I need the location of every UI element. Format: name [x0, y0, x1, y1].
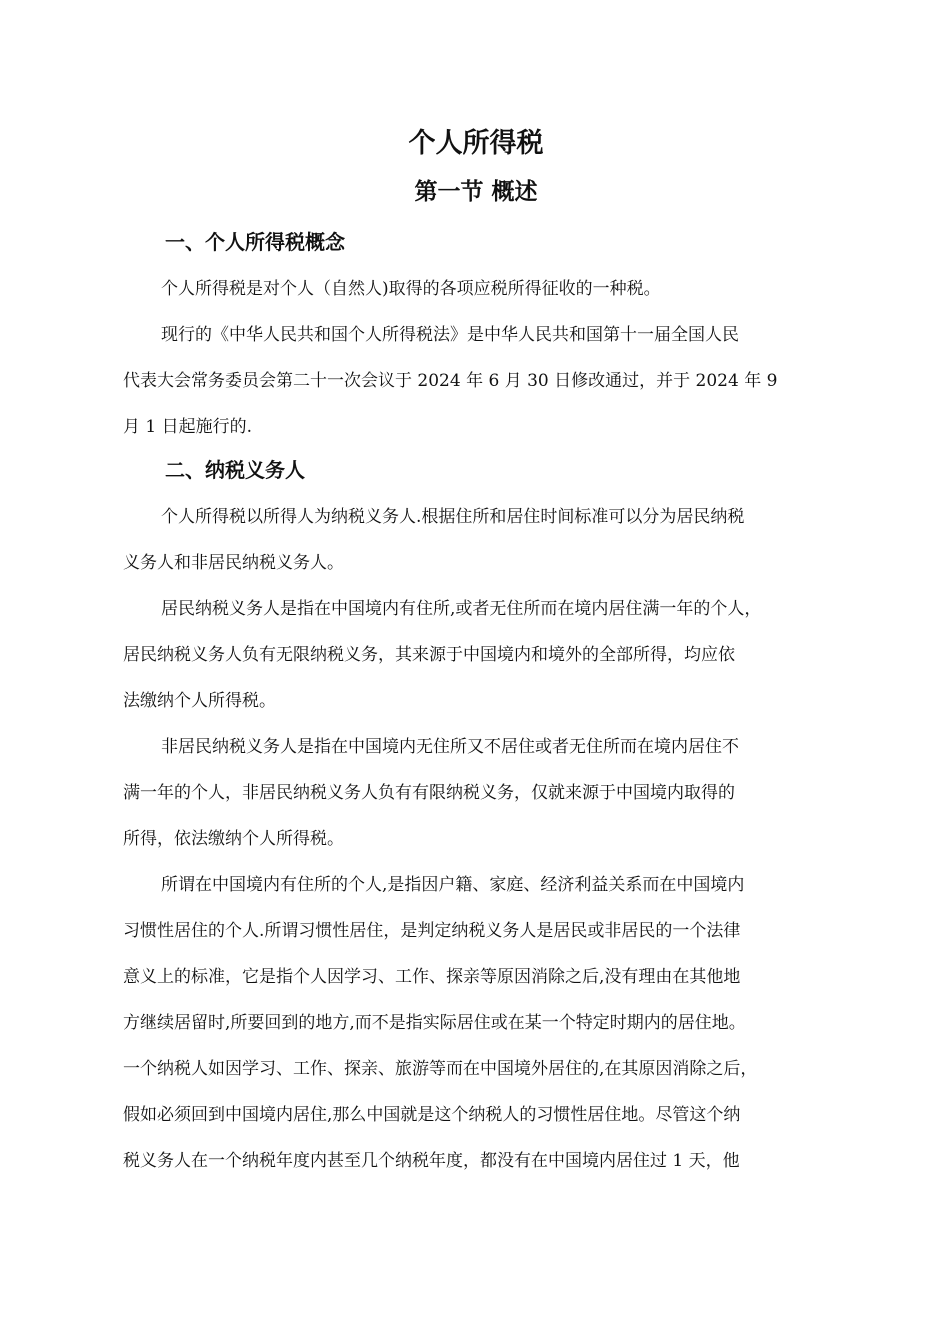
paragraph: 个人所得税是对个人（自然人)取得的各项应税所得征收的一种税。 — [161, 279, 661, 299]
paragraph: 现行的《中华人民共和国个人所得税法》是中华人民共和国第十一届全国人民 代表大会常务委员会第二十一次会议于 2024 年 6 月 30 日修改通过，并于 2024 年 9 月 1 日起施行的. — [123, 325, 778, 437]
paragraph: 个人所得税以所得人为纳税义务人.根据住所和居住时间标准可以分为居民纳税 义务人和非居民纳税义务人。 — [123, 507, 745, 573]
paragraph: 居民纳税义务人是指在中国境内有住所,或者无住所而在境内居住满一年的个人， 居民纳税义务人负有无限纳税义务，其来源于中国境内和境外的全部所得，均应依 法缴纳个人所得税。 — [123, 599, 762, 711]
section-heading-concept: 一、个人所得税概念 — [165, 230, 345, 254]
paragraph: 所谓在中国境内有住所的个人,是指因户籍、家庭、经济利益关系而在中国境内 习惯性居住的个人.所谓习惯性居住，是判定纳税义务人是居民或非居民的一个法律 意义上的标准，它是指个人因学习、工作、探亲等原因消除之后,没有理由在其他地 方继续居留时,所要回到的地方,而不是指实际居住或在某一个特定时期内的居住地。 一个纳税人如因学习、工作、探亲、旅游等而在中国境外居住的,在其原因消除之后， 假如必须回到中国境内居住,那么中国就是这个纳税人的习惯性居住地。尽管这个纳 税义务人在一个纳税年度内甚至几个纳税年度，都没有在中国境内居住过 1 天，他 — [123, 875, 758, 1171]
section-heading-taxpayer: 二、纳税义务人 — [165, 458, 305, 482]
section-chapter-title: 第一节 概述 — [414, 179, 538, 205]
document-body — [123, 222, 829, 1184]
paragraph: 非居民纳税义务人是指在中国境内无住所又不居住或者无住所而在境内居住不 满一年的个人，非居民纳税义务人负有有限纳税义务，仅就来源于中国境内取得的 所得，依法缴纳个人所得税。 — [123, 737, 739, 849]
document-title: 个人所得税 — [408, 128, 544, 159]
